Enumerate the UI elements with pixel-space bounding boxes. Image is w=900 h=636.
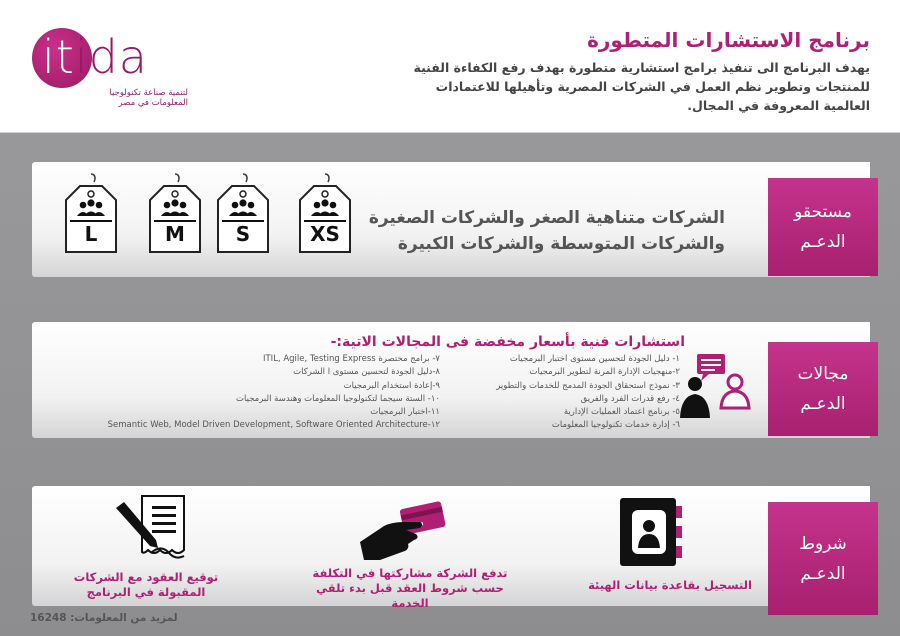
list-item: ٣- نموذج استحقاق الجودة المدمج للخدمات والتطوير [496, 380, 680, 391]
program-title: برنامج الاستشارات المتطورة [587, 28, 870, 52]
list-item: ١٢-Semantic Web, Model Driven Development, Software Oriented Architecture [107, 420, 440, 431]
tag-letter-m: M [165, 222, 185, 246]
logo-first: it [42, 30, 75, 84]
contract-pen-icon [114, 494, 188, 564]
eligible-label-line2: الدعـم [800, 232, 846, 252]
areas-label-line2: الدعـم [800, 394, 846, 414]
list-item: ٤- رفع قدرات الفرد والفريق [580, 393, 680, 404]
list-item: ١١-اختبار البرمجيات [370, 407, 440, 418]
list-item: ٦- إدارة خدمات تكنولوجيا المعلومات [551, 420, 680, 431]
header-panel [0, 0, 900, 133]
list-item: ٥- برنامج اعتماد العمليات الإدارية [563, 407, 680, 418]
condition-payment-text: تدفع الشركة مشاركتها في التكلفة حسب شروط العقد قبل بدء تلقي الخدمة [312, 566, 508, 610]
logo-tagline: لتنمية صناعة تكنولوجيا المعلومات في مصر [109, 88, 188, 108]
eligible-label [768, 178, 878, 276]
list-item: ١٠- الستة سيجما لتكنولوجيا المعلومات وهندسة البرمجيات [236, 393, 440, 404]
areas-list-left [40, 353, 440, 433]
conditions-label-line1: شروط [799, 533, 847, 554]
card-payment-icon [358, 500, 448, 566]
tag-letter-s: S [235, 222, 251, 246]
list-item: ٨-دليل الجودة لتحسين مستوى ا الشركات [293, 367, 440, 378]
tag-letter-xs: XS [310, 222, 340, 246]
address-book-icon [618, 496, 684, 568]
list-item: ٩-إعادة استخدام البرمجيات [343, 380, 440, 391]
conditions-label [768, 502, 878, 615]
areas-label [768, 342, 878, 436]
consultation-icon [675, 352, 757, 420]
areas-title: استشارات فنية بأسعار مخفضة فى المجالات الاتية:- [330, 334, 685, 350]
footer-info: لمزيد من المعلومات: 16248 [30, 612, 178, 624]
list-item: ٢-منهجيات الإدارة المرنة لتطوير البرمجيات [529, 367, 680, 378]
condition-contract-text: توقيع العقود مع الشركات المقبولة في البرنامج [73, 570, 219, 599]
size-tag-icon [146, 172, 204, 256]
program-description: يهدف البرنامج الى تنفيذ برامج استشارية متطورة بهدف رفع الكفاءة الفنية للمنتجات وتطوير نظم العمل في الشركات المصرية وتأهيلها للاعتمادات العالمية المعروفة في المجال. [413, 60, 870, 113]
areas-list-right [440, 353, 680, 433]
eligible-text: الشركات متناهية الصغر والشركات الصغيرة والشركات المتوسطة والشركات الكبيرة [368, 208, 725, 254]
logo-rest: ida [74, 30, 148, 84]
conditions-label-line2: الدعـم [800, 563, 846, 584]
list-item: ١- دليل الجودة لتحسين مستوى اختبار البرمجيات [509, 354, 680, 364]
condition-register-text: التسجيل بقاعدة بيانات الهيئة [588, 578, 752, 592]
size-tag-icon [62, 172, 120, 256]
eligible-label-line1: مستحقو [794, 202, 852, 222]
size-tag-icon [214, 172, 272, 256]
tag-letter-l: L [84, 222, 98, 246]
areas-label-line1: مجالات [797, 364, 849, 384]
list-item: ٧- برامج مختصرة ITIL, Agile, Testing Express [262, 354, 440, 364]
itida-logo [30, 24, 190, 114]
logo-wordmark [42, 30, 148, 84]
